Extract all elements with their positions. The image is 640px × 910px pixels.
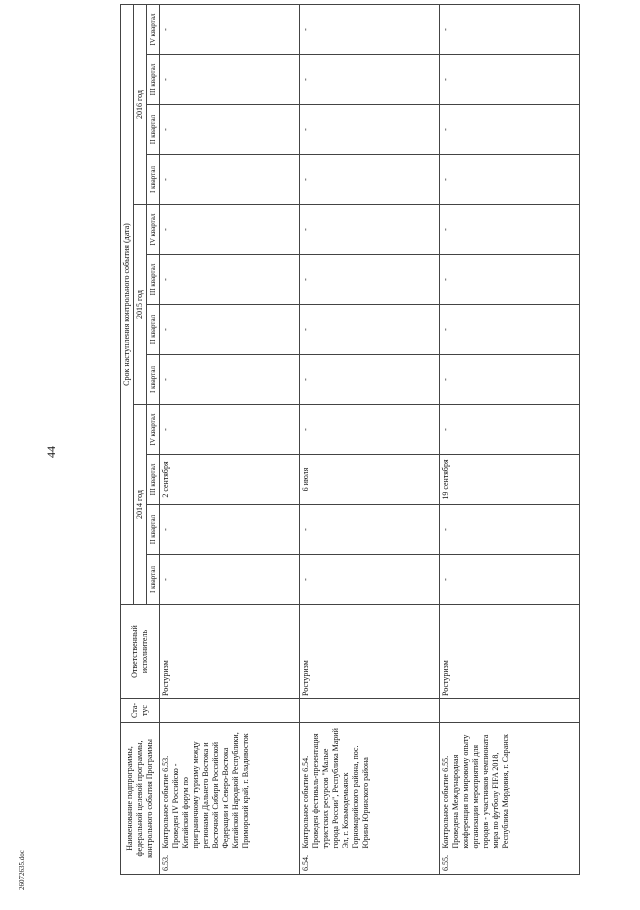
header-deadline: Срок наступления контрольного события (дата) (121, 4, 134, 604)
row-cell: - (160, 205, 300, 255)
header-status: Ста-тус (121, 699, 160, 723)
row-cell: - (300, 355, 440, 405)
row-cell: - (160, 505, 300, 555)
row-executor: Ростуризм (440, 605, 580, 699)
row-executor: Ростуризм (160, 605, 300, 699)
row-cell: - (300, 405, 440, 455)
header-quarter: II квартал (147, 305, 160, 355)
row-cell: - (160, 305, 300, 355)
row-cell: - (160, 55, 300, 105)
row-status (160, 699, 300, 723)
header-quarter: II квартал (147, 105, 160, 155)
row-number: 6.53. (160, 851, 300, 875)
header-quarter: II квартал (147, 505, 160, 555)
row-cell: - (440, 105, 580, 155)
row-status (300, 699, 440, 723)
row-event-name: Контрольное событие 6.54. Проведен фестиваль-презентация туристских ресурсов "Малые города России", Республика Марий Эл, г. Козьмодемьянск Горномарийского района, пос. Юрино Юринского района (300, 723, 440, 851)
row-event-name: Контрольное событие 6.55. Проведена Международная конференция по мировому опыту организации мероприятий для городов - участников чемпионата мира по футболу FIFA 2018, Республика Мордовия, г. Саранск (440, 723, 580, 851)
row-cell: - (300, 505, 440, 555)
row-cell: - (440, 305, 580, 355)
row-cell: - (160, 555, 300, 605)
row-cell: - (300, 255, 440, 305)
row-cell: - (440, 355, 580, 405)
row-cell: - (440, 55, 580, 105)
row-cell: - (440, 505, 580, 555)
row-cell: - (300, 105, 440, 155)
header-quarter: I квартал (147, 155, 160, 205)
row-cell: - (300, 155, 440, 205)
row-cell: - (300, 205, 440, 255)
header-quarter: IV квартал (147, 4, 160, 54)
row-cell: - (300, 4, 440, 54)
row-cell: - (440, 4, 580, 54)
table-row (300, 4, 440, 874)
row-executor: Ростуризм (300, 605, 440, 699)
header-name: Наименование подпрограммы, федеральной целевой программы, контрольного события Программы (121, 723, 160, 875)
row-cell: - (440, 205, 580, 255)
control-events-table (120, 4, 580, 875)
header-quarter: III квартал (147, 255, 160, 305)
row-cell: - (160, 4, 300, 54)
row-cell: - (440, 555, 580, 605)
row-cell: - (440, 155, 580, 205)
row-cell: - (440, 405, 580, 455)
row-cell: - (160, 255, 300, 305)
footer-file-name: 26072635.doc (18, 850, 26, 890)
control-events-table-container (120, 5, 640, 875)
header-quarter: I квартал (147, 355, 160, 405)
header-quarter: III квартал (147, 55, 160, 105)
row-number: 6.54. (300, 851, 440, 875)
row-cell-date: 6 июля (300, 455, 440, 505)
row-cell: - (300, 55, 440, 105)
header-quarter: IV квартал (147, 205, 160, 255)
row-cell: - (300, 555, 440, 605)
header-year-2015: 2015 год (134, 205, 147, 405)
row-cell: - (440, 255, 580, 305)
row-cell: - (160, 105, 300, 155)
row-number: 6.55. (440, 851, 580, 875)
row-cell: - (300, 305, 440, 355)
row-cell: - (160, 405, 300, 455)
header-executor: Ответственный исполнитель (121, 605, 160, 699)
header-year-2016: 2016 год (134, 4, 147, 204)
row-cell: - (160, 155, 300, 205)
header-quarter: I квартал (147, 555, 160, 605)
row-cell-date: 2 сентября (160, 455, 300, 505)
row-cell: - (160, 355, 300, 405)
header-quarter: IV квартал (147, 405, 160, 455)
header-quarter: III квартал (147, 455, 160, 505)
page-number: 44 (44, 446, 58, 458)
row-cell-date: 19 сентября (440, 455, 580, 505)
row-status (440, 699, 580, 723)
header-year-2014: 2014 год (134, 405, 147, 605)
table-row (160, 4, 300, 874)
row-event-name: Контрольное событие 6.53. Проведен IV Российско - Китайский форум по приграничному туризму между регионами Дальнего Востока и Восточной Сибири Российской Федерации и Северо-Востока Китайской Народной Республики, Приморский край, г. Владивосток (160, 723, 300, 851)
table-row (440, 4, 580, 874)
